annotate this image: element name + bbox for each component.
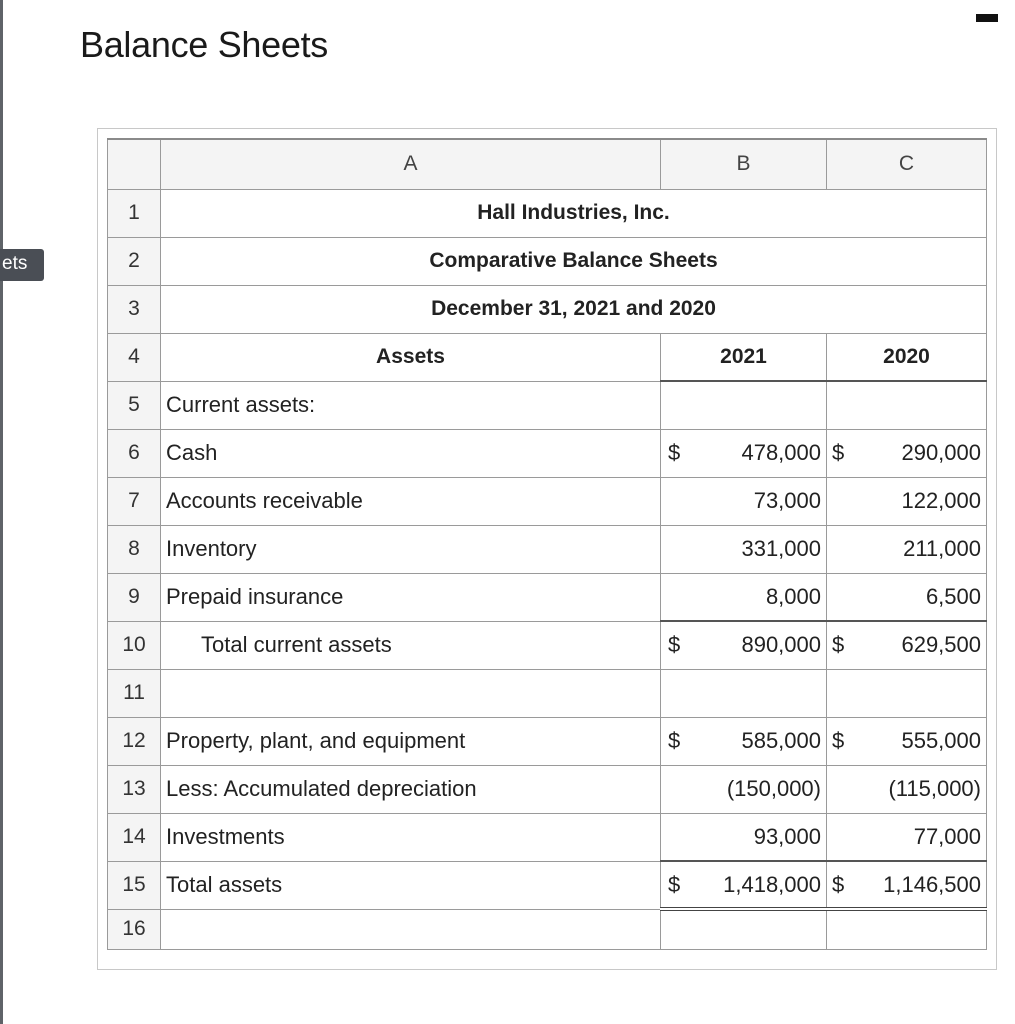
- current-assets-label[interactable]: Current assets:: [161, 381, 661, 429]
- table-row: [108, 861, 987, 909]
- accum-dep-2021[interactable]: (150,000): [661, 765, 827, 813]
- cell-c5[interactable]: [827, 381, 987, 429]
- investments-2021[interactable]: 93,000: [661, 813, 827, 861]
- currency-symbol: $: [668, 440, 681, 465]
- prepaid-2021[interactable]: 8,000: [661, 573, 827, 621]
- row-number[interactable]: 15: [108, 861, 161, 909]
- row-number[interactable]: 12: [108, 717, 161, 765]
- row-number[interactable]: 8: [108, 525, 161, 573]
- currency-symbol: $: [832, 871, 845, 897]
- prepaid-2020[interactable]: 6,500: [827, 573, 987, 621]
- cash-2021-value: 478,000: [741, 440, 821, 465]
- cash-2021[interactable]: [661, 429, 827, 477]
- prepaid-label[interactable]: Prepaid insurance: [161, 573, 661, 621]
- receivable-2020[interactable]: 122,000: [827, 477, 987, 525]
- year-2020-header[interactable]: 2020: [827, 333, 987, 381]
- balance-sheet-table: [107, 138, 987, 950]
- company-name[interactable]: Hall Industries, Inc.: [161, 189, 987, 237]
- currency-symbol: $: [832, 440, 845, 465]
- table-row: [108, 429, 987, 477]
- window-left-edge: [0, 0, 3, 1024]
- table-row: [108, 381, 987, 429]
- row-number[interactable]: 10: [108, 621, 161, 669]
- table-row: [108, 237, 987, 285]
- total-assets-2020-value: 1,146,500: [883, 871, 981, 897]
- table-row: [108, 765, 987, 813]
- table-row: [108, 813, 987, 861]
- receivable-2021[interactable]: 73,000: [661, 477, 827, 525]
- row-number[interactable]: 11: [108, 669, 161, 717]
- row-number[interactable]: 14: [108, 813, 161, 861]
- ppe-2020[interactable]: [827, 717, 987, 765]
- cell-b11[interactable]: [661, 669, 827, 717]
- ppe-2021[interactable]: [661, 717, 827, 765]
- currency-symbol: $: [832, 728, 845, 753]
- total-assets-2020[interactable]: [827, 861, 987, 909]
- total-assets-2021[interactable]: [661, 861, 827, 909]
- minimize-icon[interactable]: [976, 14, 998, 22]
- row-number[interactable]: 13: [108, 765, 161, 813]
- cash-2020[interactable]: [827, 429, 987, 477]
- row-number[interactable]: 16: [108, 909, 161, 949]
- cell-c11[interactable]: [827, 669, 987, 717]
- investments-label[interactable]: Investments: [161, 813, 661, 861]
- row-number[interactable]: 2: [108, 237, 161, 285]
- table-row: [108, 525, 987, 573]
- cash-2020-value: 290,000: [901, 440, 981, 465]
- table-row: [108, 669, 987, 717]
- total-current-label[interactable]: Total current assets: [161, 621, 661, 669]
- row-number[interactable]: 1: [108, 189, 161, 237]
- corner-cell[interactable]: [108, 139, 161, 189]
- table-row: [108, 189, 987, 237]
- ppe-label[interactable]: Property, plant, and equipment: [161, 717, 661, 765]
- statement-title[interactable]: Comparative Balance Sheets: [161, 237, 987, 285]
- currency-symbol: $: [668, 871, 681, 897]
- side-tab-balance-sheets[interactable]: ets: [0, 249, 44, 281]
- table-row: [108, 285, 987, 333]
- table-row: [108, 333, 987, 381]
- cell-c16[interactable]: [827, 909, 987, 949]
- statement-date[interactable]: December 31, 2021 and 2020: [161, 285, 987, 333]
- inventory-2020[interactable]: 211,000: [827, 525, 987, 573]
- table-row: [108, 717, 987, 765]
- cell-b5[interactable]: [661, 381, 827, 429]
- currency-symbol: $: [832, 632, 845, 658]
- column-header-c[interactable]: C: [827, 139, 987, 189]
- row-number[interactable]: 3: [108, 285, 161, 333]
- accum-dep-label[interactable]: Less: Accumulated depreciation: [161, 765, 661, 813]
- accum-dep-2020[interactable]: (115,000): [827, 765, 987, 813]
- currency-symbol: $: [668, 728, 681, 753]
- inventory-label[interactable]: Inventory: [161, 525, 661, 573]
- row-number[interactable]: 4: [108, 333, 161, 381]
- total-current-2020-value: 629,500: [901, 632, 981, 658]
- column-header-a[interactable]: A: [161, 139, 661, 189]
- receivable-label[interactable]: Accounts receivable: [161, 477, 661, 525]
- inventory-2021[interactable]: 331,000: [661, 525, 827, 573]
- total-current-2021[interactable]: [661, 621, 827, 669]
- table-row: [108, 621, 987, 669]
- investments-2020[interactable]: 77,000: [827, 813, 987, 861]
- cell-a16[interactable]: [161, 909, 661, 949]
- cash-label[interactable]: Cash: [161, 429, 661, 477]
- row-number[interactable]: 9: [108, 573, 161, 621]
- column-header-row: [108, 139, 987, 189]
- cell-b16[interactable]: [661, 909, 827, 949]
- year-2021-header[interactable]: 2021: [661, 333, 827, 381]
- ppe-2021-value: 585,000: [741, 728, 821, 753]
- total-assets-label[interactable]: Total assets: [161, 861, 661, 909]
- row-number[interactable]: 7: [108, 477, 161, 525]
- table-row: [108, 909, 987, 949]
- cell-a11[interactable]: [161, 669, 661, 717]
- currency-symbol: $: [668, 632, 681, 658]
- column-header-b[interactable]: B: [661, 139, 827, 189]
- total-assets-2021-value: 1,418,000: [723, 871, 821, 897]
- assets-heading[interactable]: Assets: [161, 333, 661, 381]
- total-current-2021-value: 890,000: [741, 632, 821, 658]
- table-row: [108, 573, 987, 621]
- ppe-2020-value: 555,000: [901, 728, 981, 753]
- row-number[interactable]: 5: [108, 381, 161, 429]
- total-current-2020[interactable]: [827, 621, 987, 669]
- row-number[interactable]: 6: [108, 429, 161, 477]
- page-title: Balance Sheets: [80, 24, 328, 65]
- table-row: [108, 477, 987, 525]
